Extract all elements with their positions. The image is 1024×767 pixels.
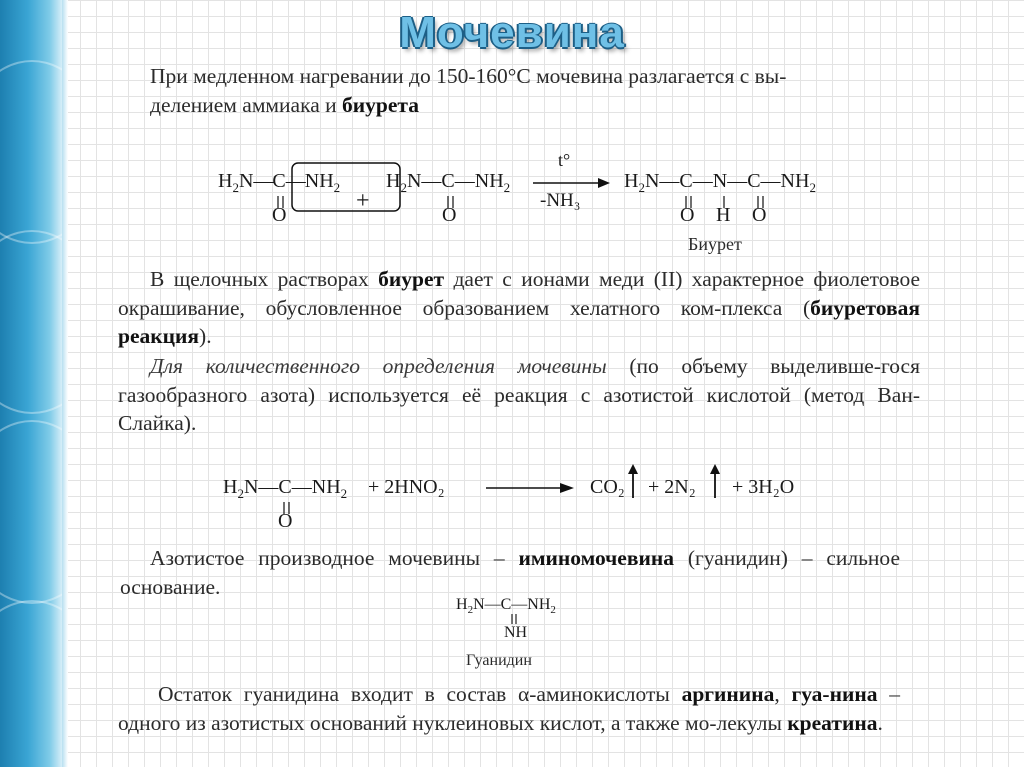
reagent-nitrous-acid: + 2HNO₂ [368, 476, 445, 498]
reaction-highlight-box [292, 163, 400, 211]
bold-term-creatine: креатина [787, 710, 878, 735]
text-span: Остаток гуанидина входит в состав α-аминокислоты [158, 682, 682, 706]
formula-hydrogen: H [716, 204, 731, 226]
bold-term-arginine: аргинина [681, 682, 775, 706]
guanidine-caption: Гуанидин [466, 652, 532, 669]
formula-oxygen: O [752, 204, 767, 226]
paragraph-arginine [118, 680, 900, 737]
formula-guanidine: $H_2N—C—NH_2$ [456, 596, 556, 617]
product-water: + 3H₂O [732, 476, 795, 498]
formula-oxygen: O [272, 204, 287, 226]
formula-biuret: $H_2N—C—N—C—NH_2$ [624, 170, 816, 195]
bold-term-guanine: гуа-нина [791, 682, 878, 706]
paragraph-heating-line1: При медленном нагревании до 150-160°С мочевина разлагается с вы- [150, 64, 787, 88]
italic-phrase: Для количественного определения мочевины [150, 354, 607, 378]
formula-oxygen: O [680, 204, 695, 226]
reaction-condition-temperature: t° [558, 150, 571, 170]
formula-oxygen: O [278, 510, 293, 532]
text-span: ). [199, 324, 212, 348]
formula-urea-3: $H_2N—C—NH_2$ [223, 476, 348, 501]
bold-term-iminourea: иминомочевина [518, 546, 674, 570]
plus-sign: + [356, 188, 370, 214]
product-co2: CO₂ [590, 476, 625, 498]
bold-term-biuret: биурет [378, 267, 445, 291]
page-title: Мочевина [399, 8, 625, 57]
product-n2: + 2N₂ [648, 476, 696, 498]
text-span: – одного из азотистых оснований нуклеиновых кислот, а также мо-лекулы [118, 682, 900, 735]
reaction-condition-ammonia: -NH₃ [540, 190, 581, 211]
text-span: В щелочных растворах [150, 267, 379, 291]
text-span: Азотистое производное мочевины – [150, 546, 519, 570]
paragraph-guanidine [120, 544, 900, 601]
gas-arrow-head [628, 464, 638, 474]
formula-urea-2: $H_2N—C—NH_2$ [386, 170, 511, 195]
reaction-arrow-head [560, 483, 574, 493]
paragraph-van-slyke [118, 352, 920, 438]
text-span: (по объему выделивше-гося газообразного азота) используется её реакция с азотистой кислотой (метод Ван-Слайка). [118, 354, 920, 435]
formula-imine: NH [504, 624, 528, 641]
biuret-caption: Биурет [688, 234, 742, 254]
bold-term-biuret-reaction: биуретовая реакция [118, 295, 920, 348]
text-span: , [774, 682, 792, 706]
bold-term-biuret: биурета [342, 92, 419, 117]
reaction-arrow-head [598, 178, 610, 188]
text-span: (гуанидин) – сильное основание. [120, 546, 900, 599]
text-span: дает с ионами меди (II) характерное фиолетовое окрашивание, обусловленное образованием хелатного ком-плекса ( [118, 267, 921, 320]
text-span: . [877, 710, 883, 735]
paragraph-biuret-reaction [118, 265, 920, 351]
gas-arrow-head [710, 464, 720, 474]
formula-urea-1: $H_2N—C—NH_2$ [218, 170, 341, 195]
formula-oxygen: O [442, 204, 457, 226]
text-span: делением аммиака и [150, 92, 343, 117]
